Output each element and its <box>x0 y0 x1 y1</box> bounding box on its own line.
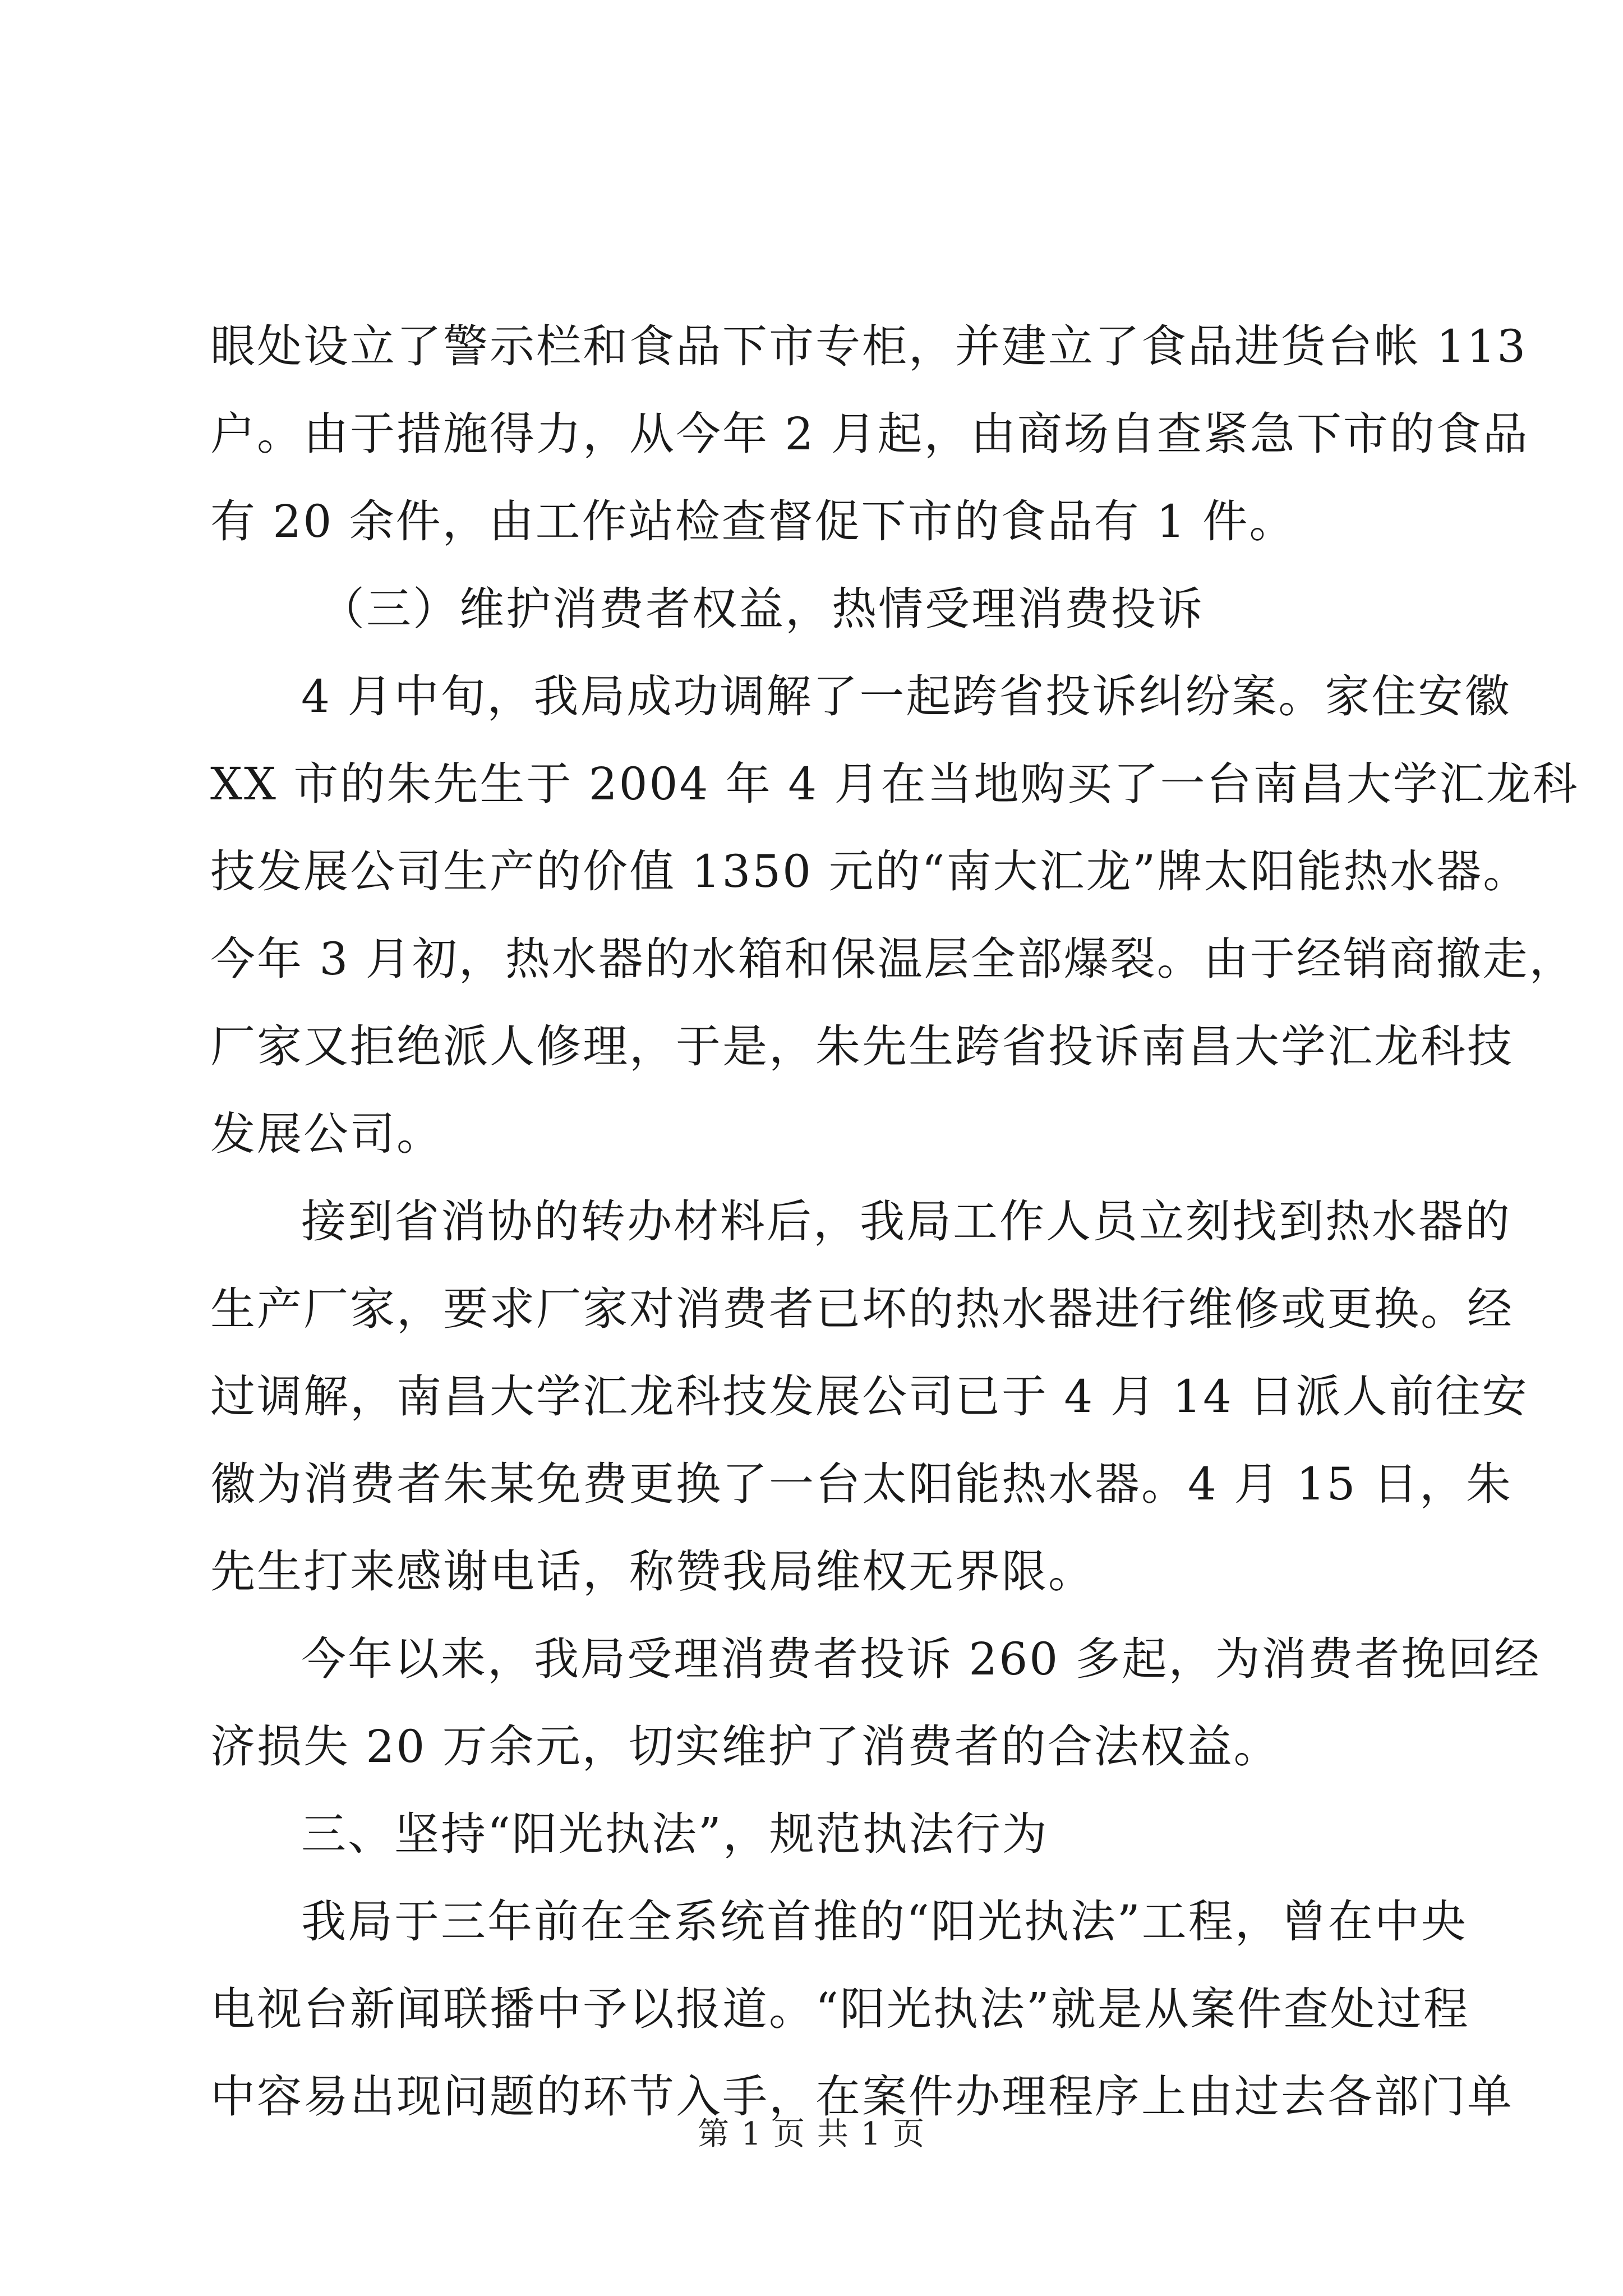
text-line: 先生打来感谢电话，称赞我局维权无界限。 <box>210 1545 1095 1598</box>
text-line: 中容易出现问题的环节入手，在案件办理程序上由过去各部门单 <box>210 2070 1514 2123</box>
section-heading: （三）维护消费者权益，热情受理消费投诉 <box>320 583 1204 635</box>
text-line: 技发展公司生产的价值 1350 元的“南大汇龙”牌太阳能热水器。 <box>210 845 1530 898</box>
text-line: 眼处设立了警示栏和食品下市专柜，并建立了食品进货台帐 113 <box>210 320 1528 372</box>
text-line: 发展公司。 <box>210 1108 443 1160</box>
section-heading: 三、坚持“阳光执法”，规范执法行为 <box>301 1808 1049 1860</box>
text-line: 我局于三年前在全系统首推的“阳光执法”工程，曾在中央 <box>301 1895 1468 1948</box>
text-line: 济损失 20 万余元，切实维护了消费者的合法权益。 <box>210 1720 1280 1773</box>
text-line: 徽为消费者朱某免费更换了一台太阳能热水器。4 月 15 日，朱 <box>210 1458 1513 1510</box>
text-line: 厂家又拒绝派人修理，于是，朱先生跨省投诉南昌大学汇龙科技 <box>210 1020 1514 1073</box>
body-text <box>210 303 1579 2141</box>
text-line: 过调解，南昌大学汇龙科技发展公司已于 4 月 14 日派人前往安 <box>210 1370 1529 1423</box>
page-number-footer: 第 1 页 共 1 页 <box>697 2116 926 2152</box>
text-line: 接到省消协的转办材料后，我局工作人员立刻找到热水器的 <box>301 1195 1511 1248</box>
text-line: XX 市的朱先生于 2004 年 4 月在当地购买了一台南昌大学汇龙科 <box>210 758 1579 810</box>
text-line: 电视台新闻联播中予以报道。“阳光执法”就是从案件查处过程 <box>210 1983 1470 2035</box>
text-line: 今年以来，我局受理消费者投诉 260 多起，为消费者挽回经 <box>301 1633 1541 1685</box>
text-line: 生产厂家，要求厂家对消费者已坏的热水器进行维修或更换。经 <box>210 1283 1514 1335</box>
text-line: 户。由于措施得力，从今年 2 月起，由商场自查紧急下市的食品 <box>210 408 1529 460</box>
text-line: 今年 3 月初，热水器的水箱和保温层全部爆裂。由于经销商撤走， <box>210 933 1576 985</box>
text-line: 4 月中旬，我局成功调解了一起跨省投诉纠纷案。家住安徽 <box>301 670 1511 723</box>
text-line: 有 20 余件，由工作站检查督促下市的食品有 1 件。 <box>210 495 1296 547</box>
